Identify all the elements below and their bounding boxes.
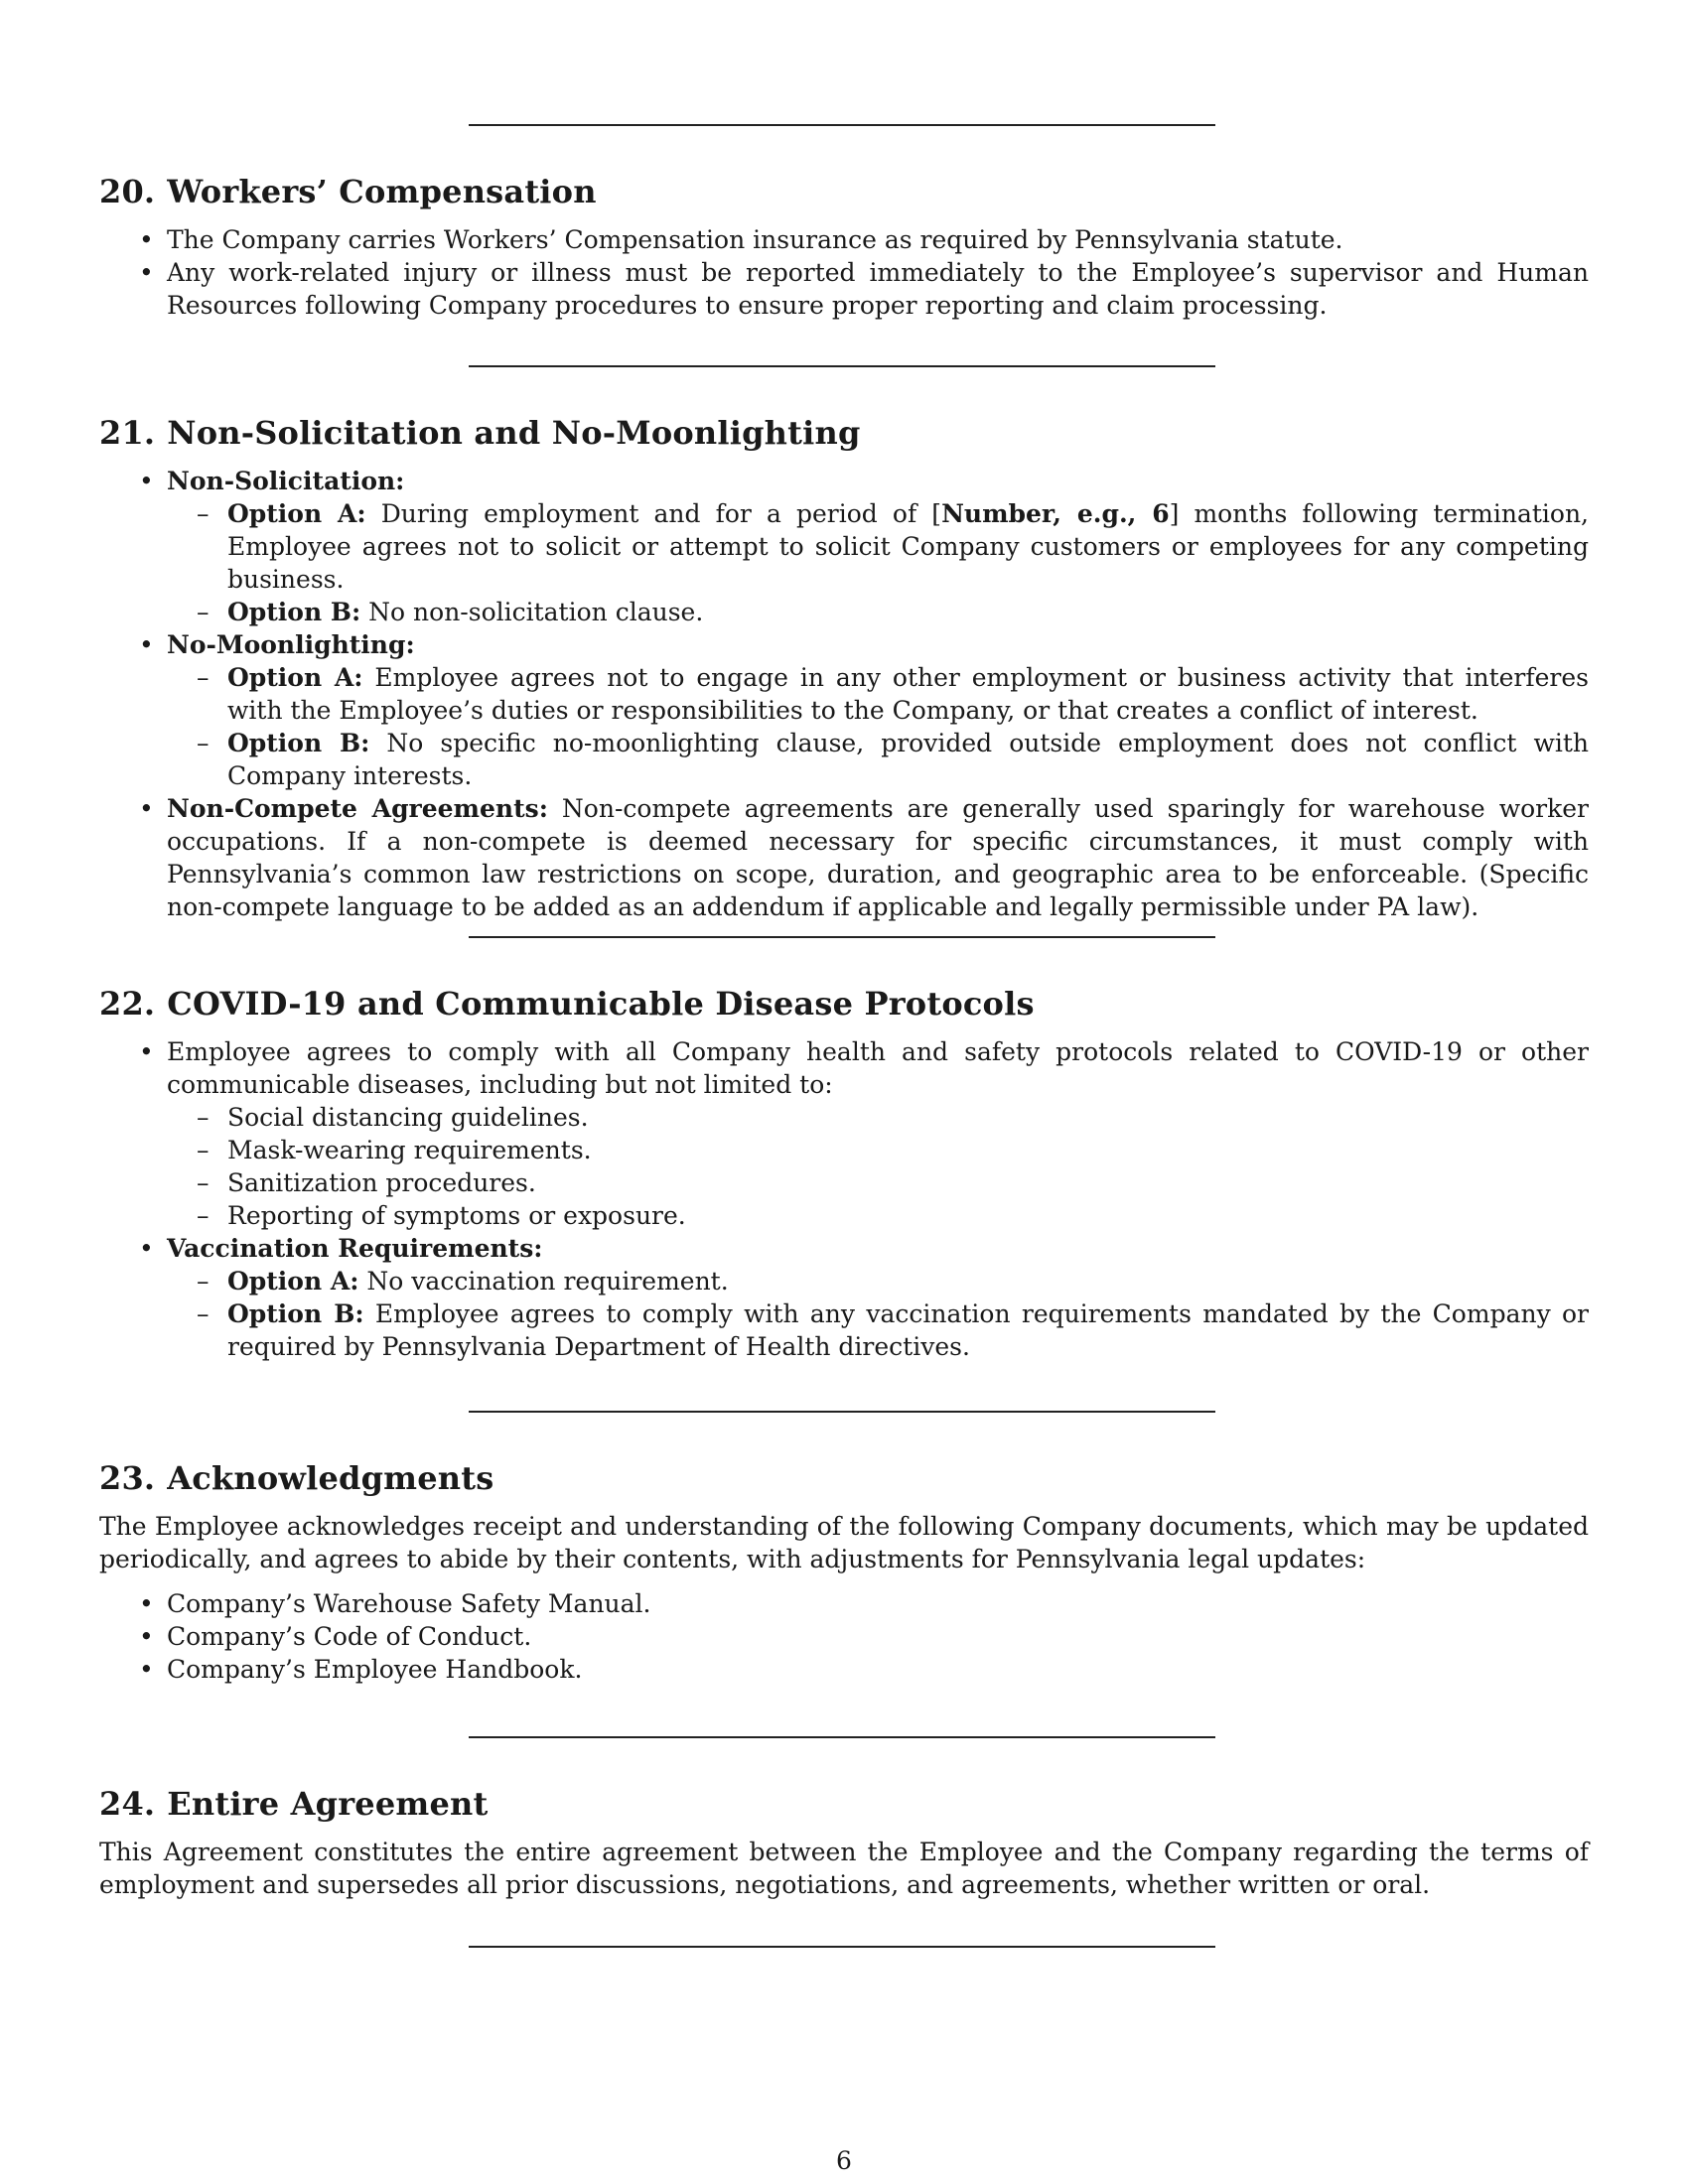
section-title: Entire Agreement: [167, 1785, 489, 1823]
section-divider: [469, 1411, 1215, 1413]
bullet-list: [99, 1035, 1589, 1363]
list-item: • Company’s Warehouse Safety Manual.: [167, 1587, 1589, 1620]
item-label: Non-Solicitation:: [167, 467, 405, 495]
section-22: [99, 984, 1589, 1363]
section-title: Non-Solicitation and No-Moonlighting: [167, 414, 861, 452]
option-label: Option A:: [227, 663, 363, 692]
bullet-list: [99, 1587, 1589, 1686]
section-heading: 21. Non-Solicitation and No-Moonlighting: [99, 414, 861, 452]
section-24: [99, 1784, 1589, 1901]
section-title: Acknowledgments: [167, 1459, 494, 1497]
bullet-list: [99, 465, 1589, 923]
list-item: [167, 1232, 1589, 1363]
sub-list-item: – Mask-wearing requirements.: [227, 1134, 1589, 1166]
sub-list-item: – Social distancing guidelines.: [227, 1101, 1589, 1134]
sub-list-item: – Reporting of symptoms or exposure.: [227, 1199, 1589, 1232]
sub-list: [167, 497, 1589, 628]
list-item: • Employee agrees to comply with all Company health and safety protocols related to COVID-19 or other communicable diseases, including but not limited to: – Social distancing guidelines. – Mask-wearing requirements. – Sanitization procedures. – Reporting of symptoms or exposure.: [167, 1035, 1589, 1232]
item-label: Vaccination Requirements:: [167, 1234, 543, 1263]
sub-list-item: – Option A: No vaccination requirement.: [227, 1265, 1589, 1297]
section-divider: [469, 1736, 1215, 1738]
option-label: Option B:: [227, 1299, 364, 1328]
option-label: Option B:: [227, 598, 361, 626]
section-divider: [469, 365, 1215, 367]
sub-list-item: – Option A: During employment and for a period of [Number, e.g., 6] months following termination, Employee agrees not to solicit or attempt to solicit Company customers or employees for any competing business.: [227, 497, 1589, 596]
list-item: • Non-Compete Agreements: Non-compete agreements are generally used sparingly for warehouse worker occupations. If a non-compete is deemed necessary for specific circumstances, it must comply with Pennsylvania’s common law restrictions on scope, duration, and geographic area to be enforceable. (Specific non-compete language to be added as an addendum if applicable and legally permissible under PA law).: [167, 792, 1589, 923]
placeholder-text: Number, e.g., 6: [941, 499, 1170, 528]
section-heading: 24. Entire Agreement: [99, 1785, 489, 1823]
section-title: COVID-19 and Communicable Disease Protocols: [167, 985, 1035, 1023]
sub-list-item: – Option B: No specific no-moonlighting clause, provided outside employment does not conflict with Company interests.: [227, 727, 1589, 792]
section-heading: 20. Workers’ Compensation: [99, 173, 597, 210]
option-label: Option A:: [227, 1267, 359, 1296]
section-heading: 22. COVID-19 and Communicable Disease Protocols: [99, 985, 1035, 1023]
list-item: [167, 628, 1589, 792]
sub-list-item: – Option B: Employee agrees to comply with any vaccination requirements mandated by the Company or required by Pennsylvania Department of Health directives.: [227, 1297, 1589, 1363]
section-divider: [469, 1946, 1215, 1948]
option-label: Option B:: [227, 729, 370, 757]
sub-list: [167, 1101, 1589, 1232]
sub-list: [167, 661, 1589, 792]
list-item: [167, 465, 1589, 628]
section-title: Workers’ Compensation: [167, 173, 597, 210]
sub-list-item: – Option B: No non-solicitation clause.: [227, 596, 1589, 628]
list-item: • Company’s Code of Conduct.: [167, 1620, 1589, 1653]
document-page: [99, 0, 1589, 2184]
section-divider: [469, 124, 1215, 126]
list-item: • The Company carries Workers’ Compensation insurance as required by Pennsylvania statute.: [167, 223, 1589, 256]
page-number: 6: [836, 2146, 852, 2175]
section-23: [99, 1458, 1589, 1686]
section-21: [99, 413, 1589, 923]
list-item: • Any work-related injury or illness must be reported immediately to the Employee’s supervisor and Human Resources following Company procedures to ensure proper reporting and claim processing.: [167, 256, 1589, 322]
item-label: No-Moonlighting:: [167, 630, 415, 659]
paragraph: The Employee acknowledges receipt and understanding of the following Company documents, which may be updated periodically, and agrees to abide by their contents, with adjustments for Pennsylvania legal updates:: [99, 1512, 1589, 1573]
sub-list: [167, 1265, 1589, 1363]
section-heading: 23. Acknowledgments: [99, 1459, 494, 1497]
bullet-list: [99, 223, 1589, 322]
item-label: Non-Compete Agreements:: [167, 794, 548, 823]
option-label: Option A:: [227, 499, 366, 528]
sub-list-item: – Sanitization procedures.: [227, 1166, 1589, 1199]
section-20: [99, 172, 1589, 322]
paragraph: This Agreement constitutes the entire agreement between the Employee and the Company regarding the terms of employment and supersedes all prior discussions, negotiations, and agreements, whether written or oral.: [99, 1838, 1589, 1899]
list-item: • Company’s Employee Handbook.: [167, 1653, 1589, 1686]
sub-list-item: – Option A: Employee agrees not to engage in any other employment or business activity that interferes with the Employee’s duties or responsibilities to the Company, or that creates a conflict of interest.: [227, 661, 1589, 727]
section-divider: [469, 936, 1215, 938]
